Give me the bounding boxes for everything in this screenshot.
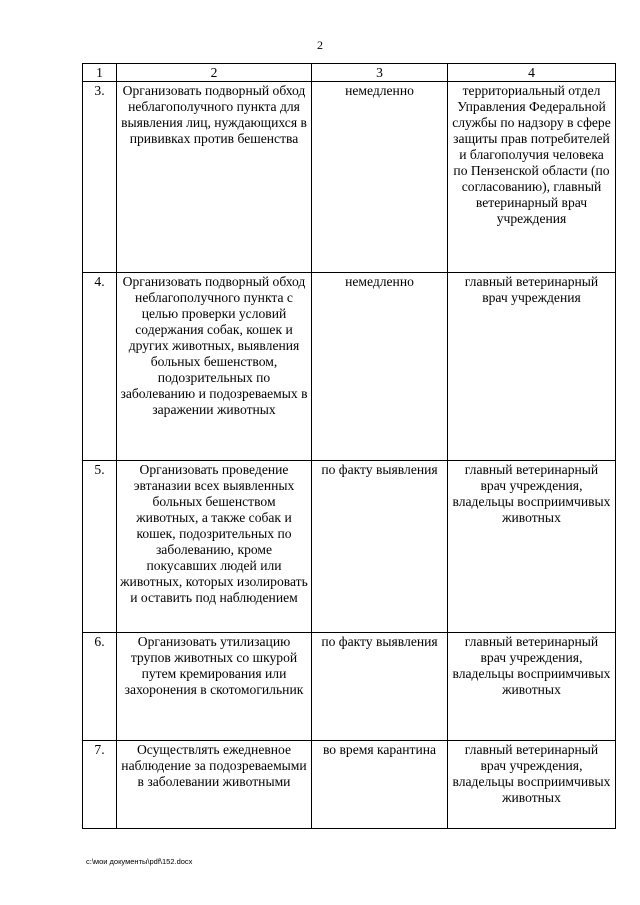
column-header-action: 2 (117, 64, 312, 82)
row-number: 7. (83, 741, 117, 829)
row-term: немедленно (312, 82, 448, 273)
row-number: 3. (83, 82, 117, 273)
row-responsible: главный ветеринарный врач учреждения, владельцы восприимчивых животных (448, 741, 616, 829)
table-header-row (83, 64, 616, 82)
measures-table (82, 63, 616, 829)
row-number: 4. (83, 273, 117, 461)
row-number: 6. (83, 633, 117, 741)
table-row (83, 633, 616, 741)
row-term: немедленно (312, 273, 448, 461)
row-responsible: главный ветеринарный врач учреждения, владельцы восприимчивых животных (448, 461, 616, 633)
table-row (83, 461, 616, 633)
row-responsible: территориальный отдел Управления Федеральной службы по надзору в сфере защиты прав потребителей и благополучия человека по Пензенской области (по согласованию), главный ветеринарный врач учреждения (448, 82, 616, 273)
row-term: по факту выявления (312, 633, 448, 741)
row-term: во время карантина (312, 741, 448, 829)
row-action: Организовать подворный обход неблагополучного пункта для выявления лиц, нуждающихся в прививках против бешенства (117, 82, 312, 273)
column-header-term: 3 (312, 64, 448, 82)
row-action: Организовать проведение эвтаназии всех выявленных больных бешенством животных, а также собак и кошек, подозрительных по заболеванию, кроме покусавших людей или животных, которых изолировать и оставить под наблюдением (117, 461, 312, 633)
row-action: Организовать подворный обход неблагополучного пункта с целью проверки условий содержания собак, кошек и других животных, выявления больных бешенством, подозрительных по заболеванию и подозреваемых в заражении животных (117, 273, 312, 461)
page-number: 2 (317, 38, 323, 52)
column-header-responsible: 4 (448, 64, 616, 82)
row-term: по факту выявления (312, 461, 448, 633)
table-row (83, 273, 616, 461)
table-row (83, 741, 616, 829)
row-action: Осуществлять ежедневное наблюдение за подозреваемыми в заболевании животными (117, 741, 312, 829)
footer-file-path: c:\мои документы\pdf\152.docx (86, 857, 193, 866)
column-header-number: 1 (83, 64, 117, 82)
table-row (83, 82, 616, 273)
row-responsible: главный ветеринарный врач учреждения (448, 273, 616, 461)
row-action: Организовать утилизацию трупов животных со шкурой путем кремирования или захоронения в скотомогильник (117, 633, 312, 741)
row-responsible: главный ветеринарный врач учреждения, владельцы восприимчивых животных (448, 633, 616, 741)
row-number: 5. (83, 461, 117, 633)
